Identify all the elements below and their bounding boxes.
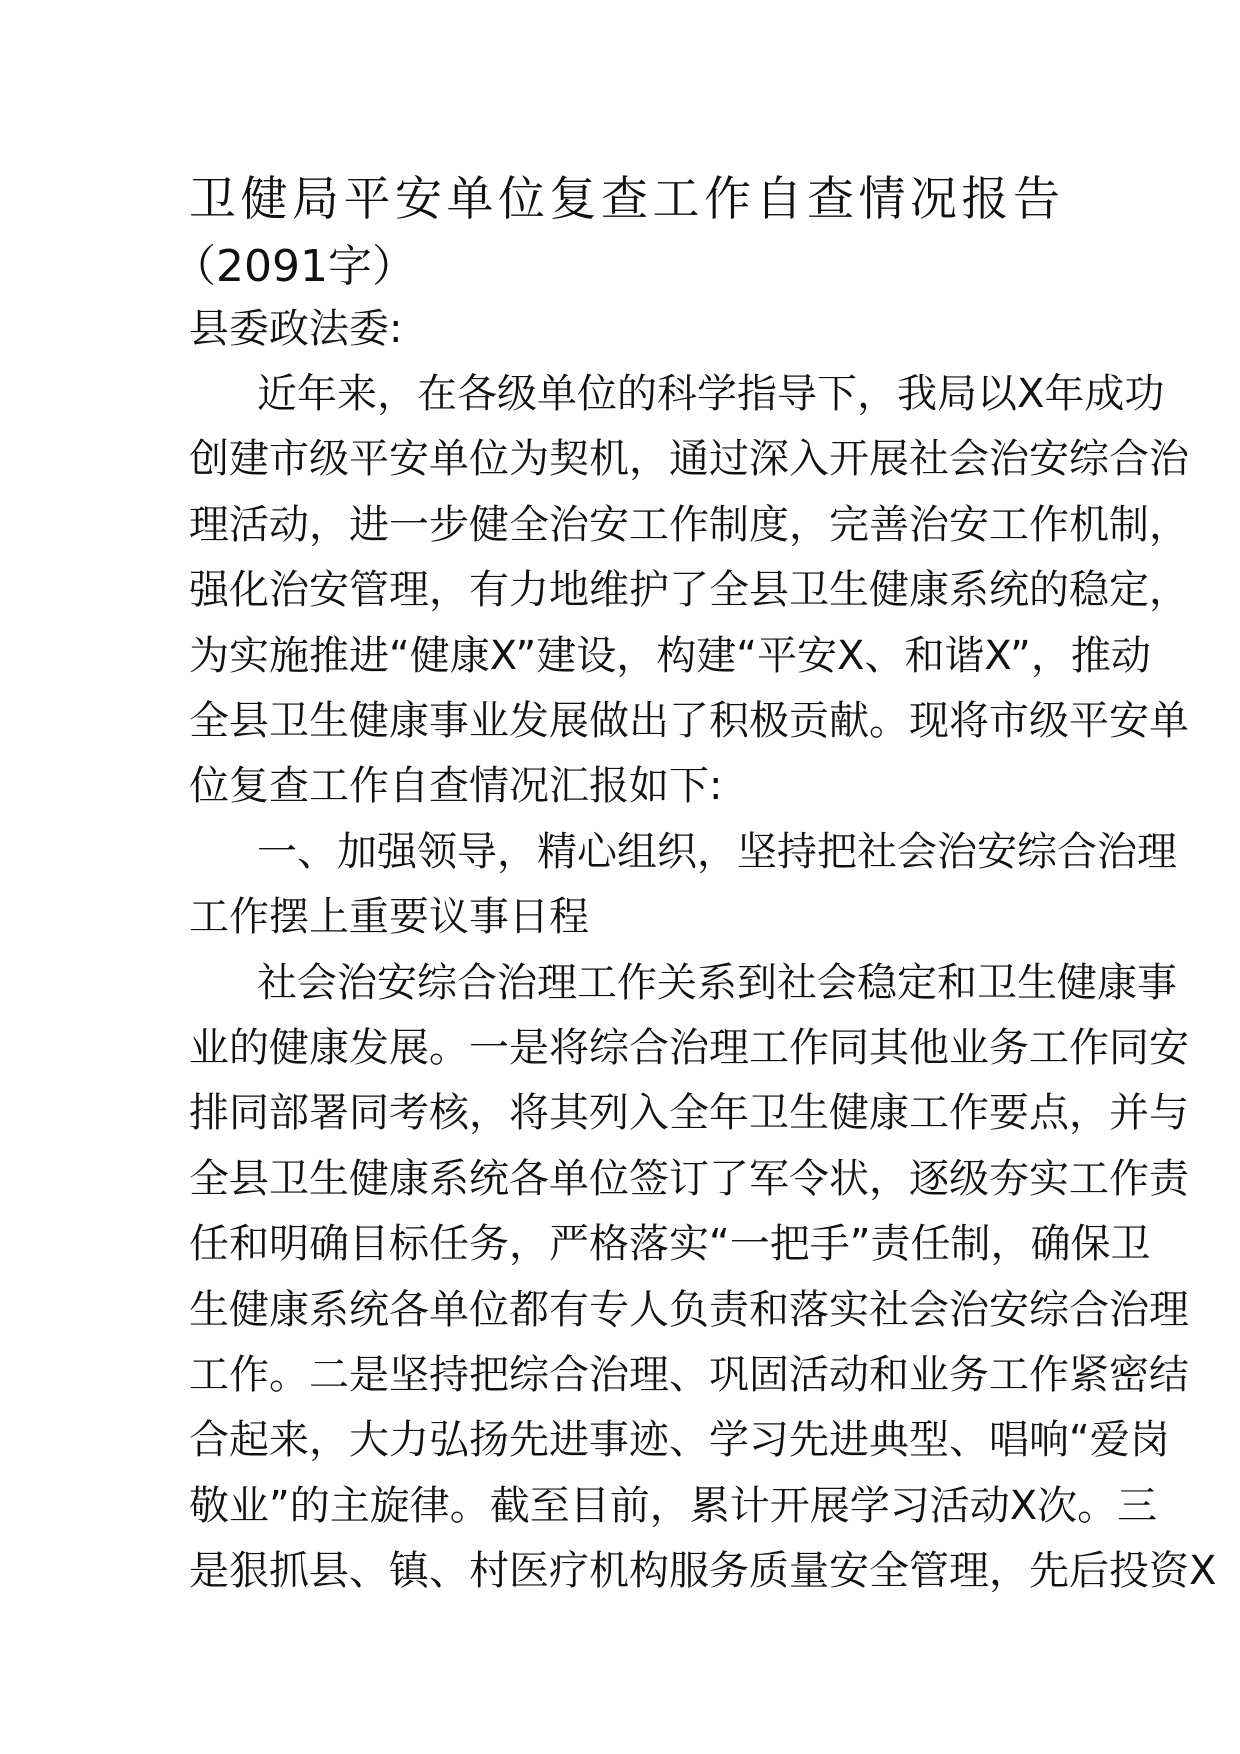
- paragraph-line: 任和明确目标任务，严格落实“一把手”责任制，确保卫: [189, 1221, 1151, 1268]
- paragraph-line: 创建市级平安单位为契机，通过深入开展社会治安综合治: [189, 436, 1189, 483]
- paragraph-line: 排同部署同考核，将其列入全年卫生健康工作要点，并与: [189, 1090, 1189, 1137]
- section-heading-line: 工作摆上重要议事日程: [189, 894, 589, 941]
- paragraph-line: 全县卫生健康系统各单位签订了军令状，逐级夯实工作责: [189, 1155, 1189, 1202]
- paragraph-line: 合起来，大力弘扬先进事迹、学习先进典型、唱响“爱岗: [189, 1417, 1170, 1464]
- paragraph-line: 业的健康发展。一是将综合治理工作同其他业务工作同安: [189, 1025, 1189, 1071]
- paragraph-line: 为实施推进“健康X”建设，构建“平安X、和谐X”，推动: [189, 632, 1151, 679]
- document-subtitle: （2091字）: [172, 241, 416, 292]
- section-heading-line: 一、加强领导，精心组织，坚持把社会治安综合治理: [257, 828, 1177, 875]
- paragraph-line: 理活动，进一步健全治安工作制度，完善治安工作机制，: [189, 501, 1189, 548]
- paragraph-line: 社会治安综合治理工作关系到社会稳定和卫生健康事: [257, 959, 1177, 1006]
- paragraph-line: 全县卫生健康事业发展做出了积极贡献。现将市级平安单: [189, 698, 1189, 744]
- paragraph-line: 近年来，在各级单位的科学指导下，我局以X年成功: [257, 371, 1165, 417]
- paragraph-line: 位复查工作自查情况汇报如下:: [189, 763, 723, 810]
- paragraph-line: 是狠抓县、镇、村医疗机构服务质量安全管理，先后投资X: [189, 1548, 1217, 1595]
- paragraph-line: 生健康系统各单位都有专人负责和落实社会治安综合治理: [189, 1286, 1189, 1333]
- paragraph-line: 敬业”的主旋律。截至目前，累计开展学习活动X次。三: [189, 1482, 1158, 1529]
- paragraph-line: 工作。二是坚持把综合治理、巩固活动和业务工作紧密结: [189, 1352, 1189, 1398]
- document-title: 卫健局平安单位复查工作自查情况报告: [189, 172, 1060, 227]
- salutation: 县委政法委:: [189, 306, 403, 352]
- paragraph-line: 强化治安管理，有力地维护了全县卫生健康系统的稳定，: [189, 567, 1189, 614]
